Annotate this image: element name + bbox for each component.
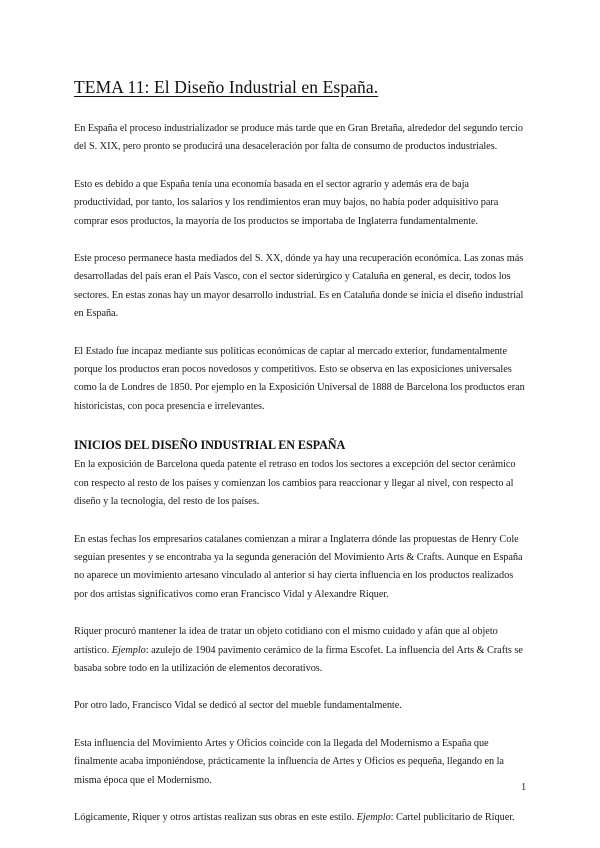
intro-paragraph-1: En España el proceso industrializador se produce más tarde que en Gran Bretaña, alrededor del segundo tercio del S. XIX, pero pronto se producirá una desaceleración por falta de consumo de productos industriales. <box>74 123 523 153</box>
intro-paragraph-3: Este proceso permanece hasta mediados del S. XX, dónde ya hay una recuperación económica. Las zonas más desarrolladas del país eran el País Vasco, con el sector siderúrgico y Cataluña en general, es decir, todos los sectores. En estas zonas hay un mayor desarrollo industrial. Es en Cataluña donde se inicia el diseño industrial en España. <box>74 253 524 320</box>
paragraph-text: Riquer procuró mantener la idea de tratar un objeto cotidiano con el mismo cuidado y afán que al objeto artístico. <box>74 626 498 656</box>
page-number: 1 <box>521 782 527 793</box>
section-paragraph-6 <box>74 809 526 827</box>
section-paragraph-2: En estas fechas los empresarios catalanes comienzan a mirar a Inglaterra dónde las propuestas de Henry Cole seguían presentes y se encontraba ya la segunda generación del Movimiento Arts & Crafts. Aunque en España no aparece un movimiento artesano vinculado al anterior si hay cierta influencia en los productos realizados por dos artistas significativos como eran Francisco Vidal y Alexandre Riquer. <box>74 533 523 600</box>
example-label: Ejemplo <box>111 644 146 656</box>
section-paragraph-4: Por otro lado, Francisco Vidal se dedicó al sector del mueble fundamentalmente. <box>74 700 402 712</box>
section-paragraph-1: En la exposición de Barcelona queda patente el retraso en todos los sectores a excepción del sector cerámico con respecto al resto de los países y comienzan los cambios para reaccionar y llegar al nivel, con respecto al diseño y la tecnología, del resto de los países. <box>74 459 516 508</box>
paragraph-text: : azulejo de 1904 pavimento cerámico de la firma Escofet. La influencia del Arts & Crafts se basaba sobre todo en la utilización de elementos decorativos. <box>74 644 523 674</box>
paragraph-text: Lógicamente, Riquer y otros artistas realizan sus obras en este estilo. <box>74 811 357 823</box>
document-title: TEMA 11: El Diseño Industrial en España. <box>74 77 379 97</box>
intro-paragraph-4: El Estado fue incapaz mediante sus políticas económicas de captar al mercado exterior, fundamentalmente porque los productos eran pocos novedosos y competitivos. Esto se observa en las exposiciones universales como la de Londres de 1850. Por ejemplo en la Exposición Universal de 1888 de Barcelona los productos eran historicistas, con poca presencia e irrelevantes. <box>74 345 525 412</box>
paragraph-text: : Cartel publicitario de Riquer. <box>390 811 515 823</box>
intro-paragraph-2: Esto es debido a que España tenía una economía basada en el sector agrario y además era de baja productividad, por tanto, los salarios y los rendimientos eran muy bajos, no había poder adquisitivo para comprar esos productos, la mayoría de los productos se importaba de Inglaterra fundamentalmente. <box>74 178 499 227</box>
section-paragraph-3 <box>74 623 526 678</box>
example-label: Ejemplo <box>356 811 391 823</box>
section-heading: INICIOS DEL DISEÑO INDUSTRIAL EN ESPAÑA <box>74 438 346 453</box>
section-paragraph-5: Esta influencia del Movimiento Artes y Oficios coincide con la llegada del Modernismo a España que finalmente acaba imponiéndose, prácticamente la influencia de Artes y Oficios es pequeña, llegando en la misma época que el Modernismo. <box>74 737 504 786</box>
document-body <box>74 76 526 827</box>
